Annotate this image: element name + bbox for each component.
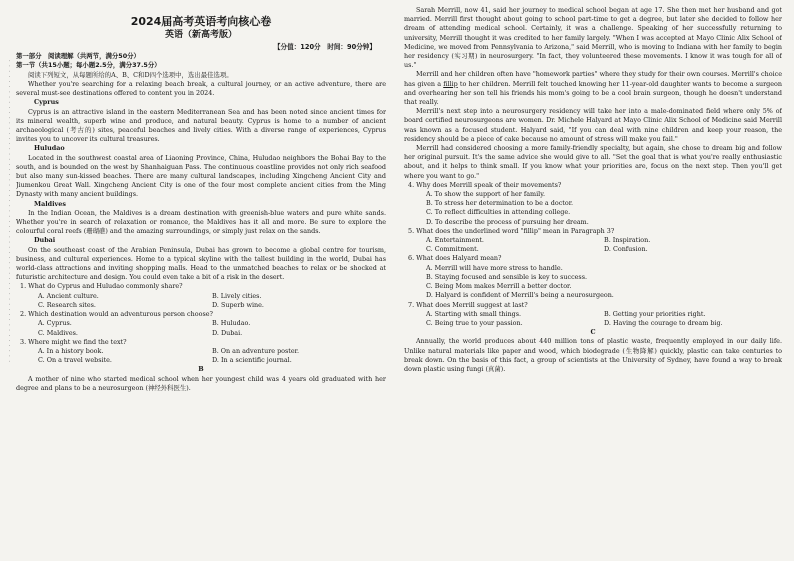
part-heading: 第一部分 阅读理解（共两节，满分50分）: [16, 52, 140, 60]
option: A. Merrill will have more stress to handle.: [426, 263, 563, 272]
option: D. To describe the process of pursuing her dream.: [426, 217, 589, 226]
score-time: 【分值：120分 时间：90分钟】: [273, 43, 376, 51]
option: C. Commitment.: [426, 245, 479, 254]
option: C. Maldives.: [38, 328, 78, 337]
paragraph-c1: Annually, the world produces about 440 million tons of plastic waste, frequently employed in our daily life. Unlike natural materials like paper and wood, which biodegrade (生物降解) quickly, plastic can take centuries to break down. On the basis of this fact, a group of scientists at the University of Sydney, have found a way to break down plastic using fungi (真菌).: [404, 337, 782, 373]
options: [404, 264, 782, 301]
paragraph-b5: Merrill had considered choosing a more family-friendly specialty, but again, she chose to dream big and follow her original pursuit. It's the same advice she would give to all. "Set the goal that is what you're really enthusiastic about, and it helps to think small. If you know what your priorities are, focus on the next step. Then you'll get where you want to go.": [404, 144, 782, 180]
option: C. Being Mom makes Merrill a better doctor.: [426, 282, 572, 291]
heading-cyprus: Cyprus: [34, 98, 59, 107]
question-stem: 5. What does the underlined word "fillip" mean in Paragraph 3?: [408, 226, 615, 235]
binding-margin: · · · · · · · · · · · · · · · · · · · · · · · · · · · · · · · · · · · · · · · · · · · · · · · · · · · · · · · · · · ·: [6, 60, 12, 363]
paragraph-dubai: On the southeast coast of the Arabian Peninsula, Dubai has grown to become a global centre for tourism, business, and cultural experiences. Home to a typical skyline with the tallest building in the world, Dubai has world-class attractions and inviting shopping malls. Head to the unmatched beaches to relax or be shocked at futuristic architecture and design. You could even take a bit of a risk in the desert.: [16, 245, 386, 282]
right-column: [404, 0, 782, 561]
option: B. Inspiration.: [604, 236, 651, 245]
option: A. In a history book.: [38, 346, 104, 355]
question-block: [404, 254, 782, 300]
paragraph-cyprus: Cyprus is an attractive island in the eastern Mediterranean Sea and has been noted since ancient times for its mineral wealth, superb wine and produce, and natural beauty. Cyprus is home to a number of ancient archaeological (考古的) sites, peaceful beaches and lively cities. With a diverse range of experiences, Cyprus invites you to uncover its cultural treasures.: [16, 107, 386, 144]
question-stem: 4. Why does Merrill speak of their movements?: [408, 180, 562, 189]
question-stem: 7. What does Merrill suggest at last?: [408, 300, 528, 309]
passage-a-intro: Whether you're searching for a relaxing beach break, a cultural journey, or an active adventure, there are several must-see destinations offered to content you in 2024.: [16, 80, 386, 98]
question-block: [404, 181, 782, 227]
option: D. Halyard is confident of Merrill's being a neurosurgeon.: [426, 291, 614, 300]
option: D. Having the courage to dream big.: [604, 318, 723, 327]
option: B. Lively cities.: [212, 291, 262, 300]
option: A. Cyprus.: [38, 319, 72, 328]
options: [404, 236, 782, 254]
option: B. Huludao.: [212, 319, 251, 328]
option: C. To reflect difficulties in attending college.: [426, 208, 571, 217]
option: C. On a travel website.: [38, 356, 112, 365]
page-title: 2024届高考英语考向核心卷: [130, 15, 272, 28]
passage-b-label: B: [198, 365, 204, 374]
paragraph-b3-end: to her children. Merrill felt touched knowing her 11-year-old daughter wants to become a surgeon and overhearing her son tell his friends his mom's going to be a cool brain surgeon, though he doesn't understand that really.: [404, 79, 782, 107]
paragraph-b3-start: Merrill and her children often have "homework parties" where they study for their own courses. Merrill's choice has given a: [404, 70, 782, 88]
options: [404, 310, 782, 328]
question-block: [404, 227, 782, 255]
option: B. Staying focused and sensible is key to success.: [426, 272, 588, 281]
option: C. Being true to your passion.: [426, 318, 523, 327]
options: [16, 292, 386, 310]
options: [404, 190, 782, 227]
instruction: 阅读下列短文，从每题所给的A、B、C和D四个选项中，选出最佳选项。: [28, 70, 233, 79]
option: B. On an adventure poster.: [212, 346, 300, 355]
page-subtitle: 英语（新高考版）: [164, 30, 237, 40]
option: A. Ancient culture.: [38, 291, 99, 300]
heading-maldives: Maldives: [34, 199, 66, 208]
option: B. To stress her determination to be a doctor.: [426, 199, 574, 208]
heading-huludao: Huludao: [34, 144, 65, 153]
question-stem: 2. Which destination would an adventurous person choose?: [20, 310, 213, 319]
paragraph-b1: A mother of nine who started medical school when her youngest child was 4 years old graduated with her degree and plans to be a neurosurgeon (神经外科医生).: [16, 374, 386, 392]
option: A. To show the support of her family.: [426, 190, 545, 199]
option: D. Confusion.: [604, 245, 648, 254]
left-column: [16, 0, 386, 561]
heading-dubai: Dubai: [34, 236, 56, 245]
underlined-word: fillip: [443, 79, 458, 88]
option: A. Entertainment.: [426, 236, 484, 245]
option: D. Superb wine.: [212, 300, 264, 309]
question-stem: 6. What does Halyard mean?: [408, 254, 502, 263]
question-stem: 3. Where might we find the text?: [20, 337, 127, 346]
paragraph-b4: Merrill's next step into a neurosurgery residency will take her into a male-dominated field where only 5% of board certified neurosurgeons are women. Dr. Michele Halyard at Mayo Clinic Alix School of Medicine said Merrill was known as a focused student. Halyard said, "If you can deal with nine children and keep your reason, the residency should be a piece of cake because no amount of stress will make you fail.": [404, 107, 782, 143]
option: D. Dubai.: [212, 328, 243, 337]
paragraph-b3: [404, 70, 782, 107]
passage-c-label: C: [590, 328, 596, 337]
option: C. Research sites.: [38, 300, 96, 309]
question-block: [16, 282, 386, 310]
question-block: [16, 338, 386, 366]
options: [16, 319, 386, 337]
question-block: [404, 301, 782, 329]
paragraph-b2: Sarah Merrill, now 41, said her journey to medical school began at age 17. She then met her husband and got married. Merrill first thought about going to school part-time to get a degree, but later she decided to follow her dream of attending medical school. Certainly, it was a challenge. Speaking of her successfully returning to university, Merrill thought it was credited to her family largely. "When I was accepted at Mayo Clinic Alix School of Medicine, we moved from Pennsylvania to Arizona," said Merrill, who is moving to Indiana with her family to begin her residency (实习期) in neurosurgery. "In fact, they volunteered these movements. I know it was tough for all of us.": [404, 6, 782, 70]
question-block: [16, 310, 386, 338]
option: A. Starting with small things.: [426, 309, 522, 318]
section-heading: 第一节（共15小题；每小题2.5分，满分37.5分）: [16, 61, 161, 70]
question-stem: 1. What do Cyprus and Huludao commonly share?: [20, 282, 183, 291]
paragraph-maldives: In the Indian Ocean, the Maldives is a dream destination with greenish-blue waters and pure white sands. Whether you're in search of relaxation or romance, the Maldives has it all and more. Be sure to explore the colourful coral reefs (珊瑚礁) and the amazing surroundings, or simply just relax on the sands.: [16, 208, 386, 236]
options: [16, 347, 386, 365]
option: D. In a scientific journal.: [212, 356, 292, 365]
option: B. Getting your priorities right.: [604, 309, 706, 318]
paragraph-huludao: Located in the southwest coastal area of Liaoning Province, China, Huludao neighbors the Bohai Bay to the south, and is bounded on the west by Shanhaiguan Pass. The continuous coastline provides not only rich seafood but also many sun-kissed beaches. There are many cultural landscapes, including Xingcheng Ancient City and Jiumenkou Great Wall. Xingcheng Ancient City is one of the four most complete ancient cities from the Ming Dynasty with many ancient buildings.: [16, 153, 386, 199]
